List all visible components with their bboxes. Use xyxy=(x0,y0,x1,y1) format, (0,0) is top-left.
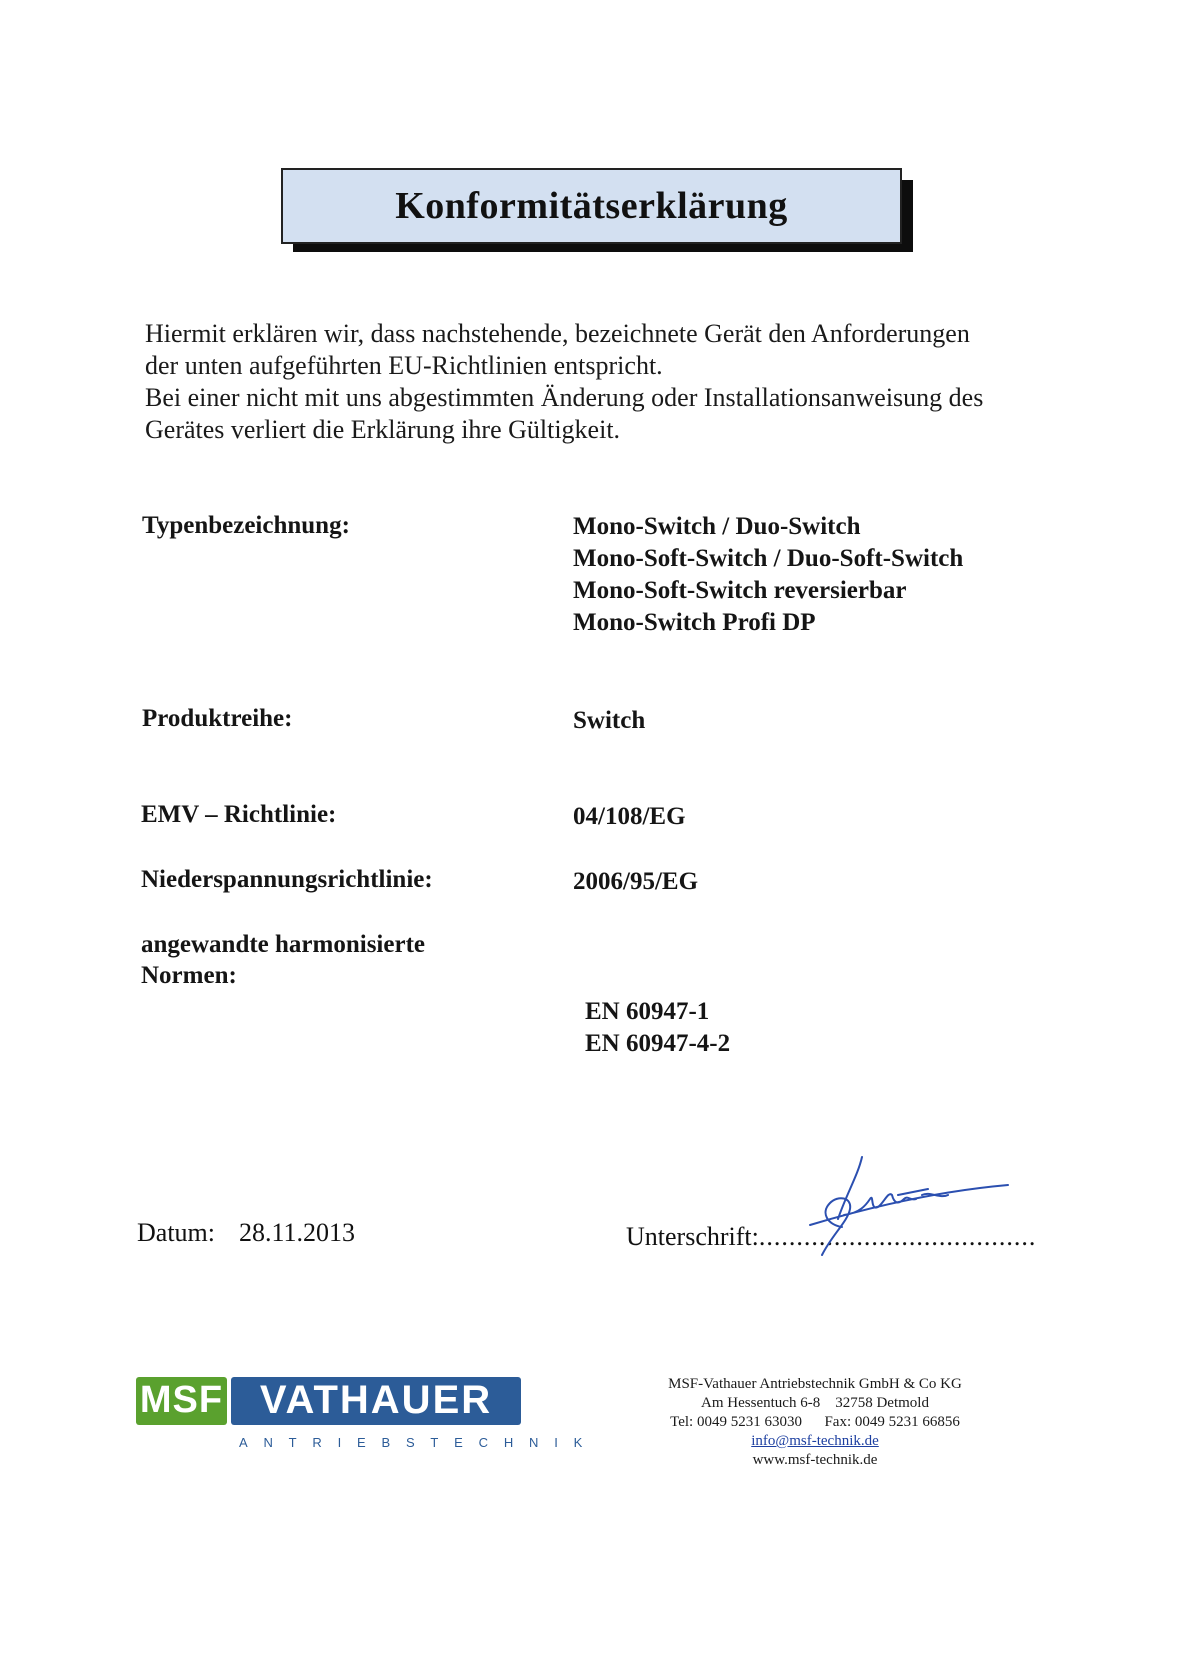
date-label: Datum: xyxy=(137,1218,215,1247)
handwritten-signature xyxy=(780,1155,1010,1265)
intro-line: Bei einer nicht mit uns abgestimmten Änderung oder Installationsanweisung des xyxy=(145,383,984,412)
norm-value: EN 60947-1 xyxy=(585,998,710,1025)
company-phone-fax xyxy=(630,1413,1000,1432)
typ-value: Mono-Switch Profi DP xyxy=(573,609,816,636)
intro-line: Hiermit erklären wir, dass nachstehende, bezeichnete Gerät den Anforderungen xyxy=(145,319,970,348)
typ-value: Mono-Soft-Switch / Duo-Soft-Switch xyxy=(573,545,964,572)
intro-line: der unten aufgeführten EU-Richtlinien entspricht. xyxy=(145,351,663,380)
typ-label: Typenbezeichnung: xyxy=(142,512,350,539)
date-block xyxy=(137,1218,355,1248)
company-info xyxy=(630,1375,1000,1470)
normen-label-line1: angewandte harmonisierte xyxy=(141,931,425,958)
intro-paragraph xyxy=(145,318,1065,446)
signature-label: Unterschrift: xyxy=(626,1222,759,1251)
logo-subtitle: ANTRIEBSTECHNIK xyxy=(239,1435,599,1450)
produktreihe-label: Produktreihe: xyxy=(142,705,293,732)
typ-value: Mono-Switch / Duo-Switch xyxy=(573,513,861,540)
nsr-label: Niederspannungsrichtlinie: xyxy=(141,866,433,893)
logo-name-text: VATHAUER xyxy=(259,1378,493,1422)
normen-values xyxy=(585,996,730,1060)
signature-dots: ..................................... xyxy=(758,1222,1037,1251)
company-tel: Tel: 0049 5231 63030 xyxy=(670,1414,802,1430)
logo-msf-text: MSF xyxy=(139,1379,224,1421)
company-street: Am Hessentuch 6-8 xyxy=(701,1395,821,1411)
produktreihe-value: Switch xyxy=(573,707,646,734)
company-fax: Fax: 0049 5231 66856 xyxy=(824,1414,960,1430)
company-address xyxy=(630,1394,1000,1413)
company-logo xyxy=(136,1377,599,1457)
logo-name-block xyxy=(231,1377,521,1425)
company-city: 32758 Detmold xyxy=(835,1395,929,1411)
company-email-link[interactable]: info@msf-technik.de xyxy=(751,1433,879,1449)
norm-value: EN 60947-4-2 xyxy=(585,1030,731,1057)
typ-value: Mono-Soft-Switch reversierbar xyxy=(573,577,907,604)
date-value: 28.11.2013 xyxy=(239,1218,356,1247)
company-web[interactable]: www.msf-technik.de xyxy=(752,1452,878,1468)
normen-label-line2: Normen: xyxy=(141,962,237,989)
emv-label: EMV – Richtlinie: xyxy=(141,801,337,828)
nsr-value: 2006/95/EG xyxy=(573,868,699,895)
intro-line: Gerätes verliert die Erklärung ihre Gültigkeit. xyxy=(145,415,621,444)
logo-msf-block xyxy=(136,1377,227,1425)
company-name: MSF-Vathauer Antriebstechnik GmbH & Co KG xyxy=(668,1376,962,1392)
emv-value: 04/108/EG xyxy=(573,803,686,830)
typ-values xyxy=(573,511,963,639)
page-title: Konformitätserklärung xyxy=(395,185,788,227)
title-box xyxy=(281,168,902,244)
